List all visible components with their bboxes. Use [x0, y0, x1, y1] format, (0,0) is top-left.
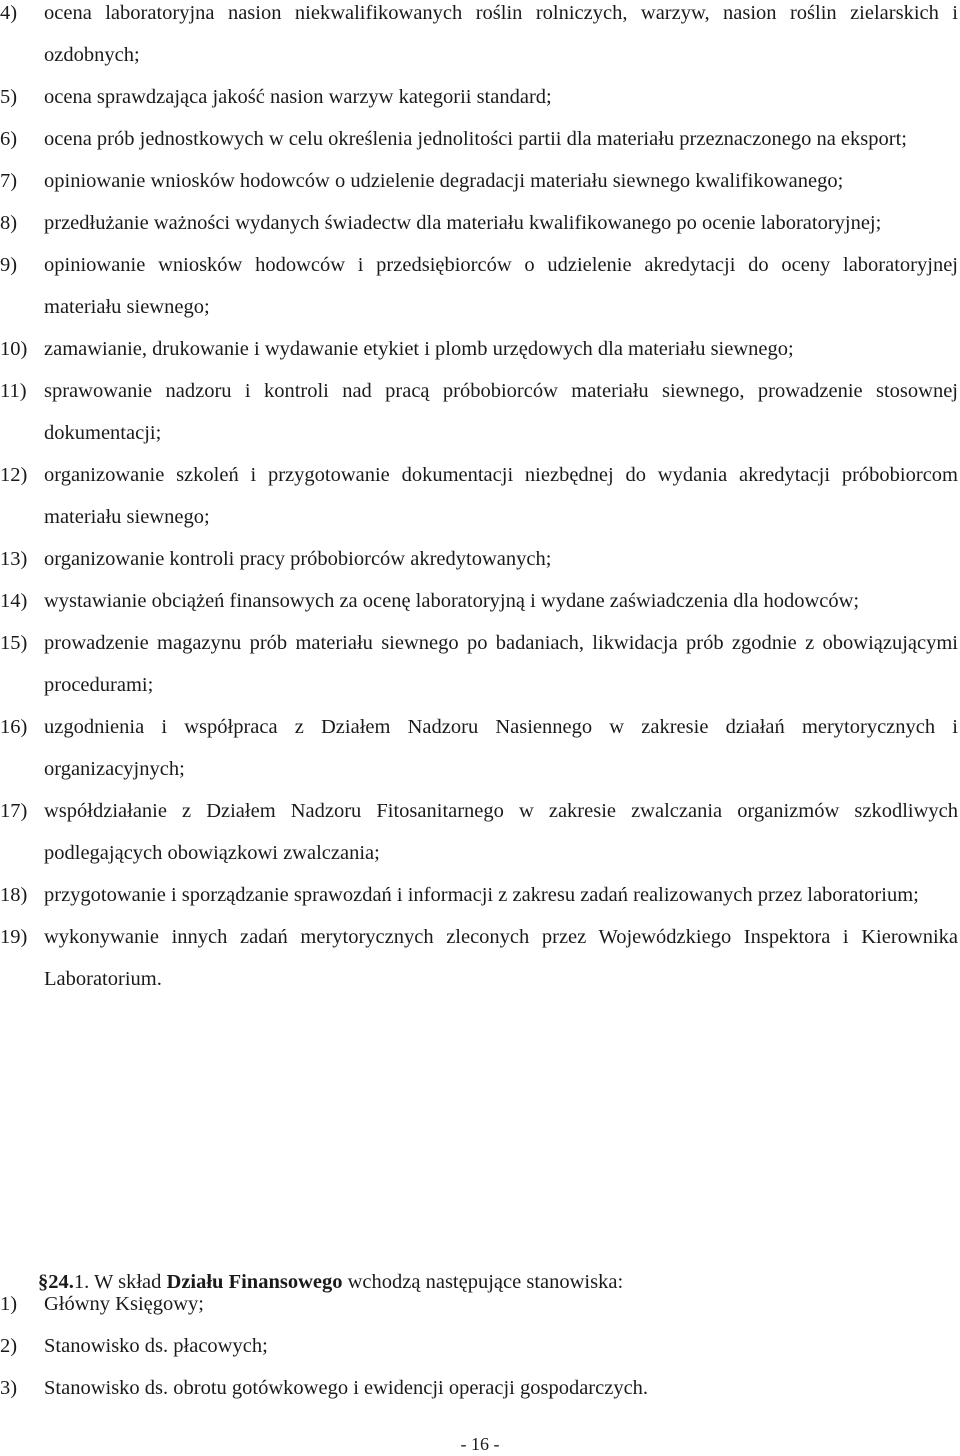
item-text: organizowanie kontroli pracy próbobiorców akredytowanych;: [44, 548, 552, 570]
item-text: współdziałanie z Działem Nadzoru Fitosanitarnego w zakresie zwalczania organizmów szkodliwych podlegających obowiązkowi zwalczania;: [44, 800, 958, 864]
section-number: §24.: [38, 1270, 74, 1293]
list-item: [0, 580, 958, 622]
item-text: Stanowisko ds. płacowych;: [44, 1335, 268, 1357]
item-text: uzgodnienia i współpraca z Działem Nadzoru Nasiennego w zakresie działań merytorycznych i organizacyjnych;: [44, 716, 958, 780]
item-number: 15): [0, 632, 28, 654]
item-text: opiniowanie wniosków hodowców o udzielenie degradacji materiału siewnego kwalifikowanego;: [44, 170, 844, 192]
item-text: ocena laboratoryjna nasion niekwalifikowanych roślin rolniczych, warzyw, nasion roślin zielarskich i ozdobnych;: [44, 2, 958, 66]
item-text: organizowanie szkoleń i przygotowanie dokumentacji niezbędnej do wydania akredytacji próbobiorcom materiału siewnego;: [44, 464, 958, 528]
item-text: prowadzenie magazynu prób materiału siewnego po badaniach, likwidacja prób zgodnie z obowiązującymi procedurami;: [44, 632, 958, 696]
list-item: [0, 622, 958, 706]
list-item: [0, 370, 958, 454]
item-text: sprawowanie nadzoru i kontroli nad pracą próbobiorców materiału siewnego, prowadzenie stosownej dokumentacji;: [44, 380, 958, 444]
item-number: 4): [0, 2, 18, 24]
item-text: zamawianie, drukowanie i wydawanie etykiet i plomb urzędowych dla materiału siewnego;: [44, 338, 794, 360]
item-number: 7): [0, 170, 18, 192]
list-item: [0, 916, 958, 1000]
list-item: [0, 454, 958, 538]
list-item: [0, 1283, 958, 1325]
item-text: przygotowanie i sporządzanie sprawozdań i informacji z zakresu zadań realizowanych przez laboratorium;: [44, 884, 919, 906]
section-text-prefix: W skład: [89, 1270, 167, 1293]
item-number: 16): [0, 716, 28, 738]
item-number: 10): [0, 338, 28, 360]
department-name: Działu Finansowego: [166, 1270, 343, 1293]
item-number: 3): [0, 1377, 18, 1399]
list-item: [0, 0, 958, 76]
item-number: 11): [0, 380, 27, 402]
item-number: 19): [0, 926, 28, 948]
item-text: opiniowanie wniosków hodowców i przedsiębiorców o udzielenie akredytacji do oceny laboratoryjnej materiału siewnego;: [44, 254, 958, 318]
list-item: [0, 1325, 958, 1367]
item-text: ocena prób jednostkowych w celu określenia jednolitości partii dla materiału przeznaczonego na eksport;: [44, 128, 907, 150]
item-number: 2): [0, 1335, 18, 1357]
item-number: 6): [0, 128, 18, 150]
item-text: przedłużanie ważności wydanych świadectw dla materiału kwalifikowanego po ocenie laboratoryjnej;: [44, 212, 882, 234]
list-item: [0, 76, 958, 118]
section-subnumber: 1.: [73, 1270, 90, 1293]
item-number: 14): [0, 590, 28, 612]
item-text: wykonywanie innych zadań merytorycznych zleconych przez Wojewódzkiego Inspektora i Kierownika Laboratorium.: [44, 926, 958, 990]
list-item: [0, 160, 958, 202]
item-text: Główny Księgowy;: [44, 1293, 205, 1315]
section-text-suffix: wchodzą następujące stanowiska:: [342, 1270, 624, 1293]
item-number: 1): [0, 1293, 18, 1315]
item-text: Stanowisko ds. obrotu gotówkowego i ewidencji operacji gospodarczych.: [44, 1377, 649, 1399]
list-item: [0, 538, 958, 580]
item-number: 5): [0, 86, 18, 108]
item-number: 9): [0, 254, 18, 276]
item-number: 8): [0, 212, 18, 234]
page-number: - 16 -: [460, 1434, 500, 1454]
item-number: 17): [0, 800, 28, 822]
item-number: 12): [0, 464, 28, 486]
list-item: [0, 790, 958, 874]
list-item: [0, 874, 958, 916]
positions-list: [0, 1283, 958, 1409]
item-text: ocena sprawdzająca jakość nasion warzyw kategorii standard;: [44, 86, 552, 108]
list-item: [0, 118, 958, 160]
list-item: [0, 1367, 958, 1409]
item-number: 18): [0, 884, 28, 906]
item-number: 13): [0, 548, 28, 570]
list-item: [0, 202, 958, 244]
item-text: wystawianie obciążeń finansowych za ocenę laboratoryjną i wydane zaświadczenia dla hodowców;: [44, 590, 860, 612]
list-item: [0, 244, 958, 328]
list-item: [0, 706, 958, 790]
list-item: [0, 328, 958, 370]
